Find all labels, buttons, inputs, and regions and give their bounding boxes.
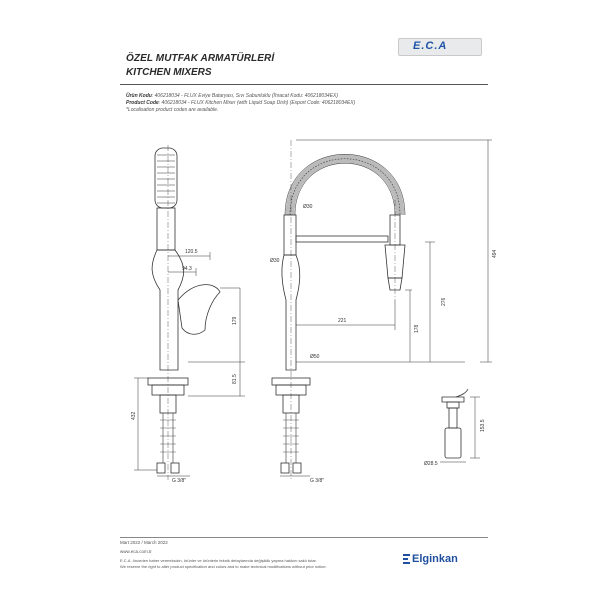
soap-dish-spout: [456, 389, 468, 397]
dim-line-276: [425, 242, 435, 362]
dim-label-432: 432: [131, 411, 137, 420]
front-view: [272, 140, 492, 480]
dim-label-276: 276: [441, 297, 447, 306]
urun-kodu-value: : 406218034 - FLUX Eviye Bataryası, Sıvı Sabunluklu (İhracat Kodu: 406218034EX): [151, 93, 339, 99]
footer-divider: [120, 537, 488, 538]
footer-url[interactable]: www.eca.com.tr: [120, 549, 152, 554]
soap-dish-shank: [449, 408, 457, 428]
dim-label-179: 179: [232, 316, 238, 325]
product-code-value: : 406218034 - FLUX Kitchen Mixer (with Liquid Soap Dish) (Export Code: 406218034EX): [158, 100, 356, 106]
dim-label-494: 494: [492, 249, 498, 258]
footer-note-tr: E.C.A. önceden haber vermeksizin, ürünler ve ürünlerin teknik detaylarında değişiklik yapma hakkını saklı tutar.: [120, 558, 317, 563]
urun-kodu-label: Ürün Kodu: [126, 93, 152, 99]
footer-note-en: We reserve the right to alter product specification and colors and to make technical modifications without prior notice.: [120, 564, 327, 569]
soap-dish-bottle: [445, 428, 461, 458]
dim-label-178: 178: [414, 324, 420, 333]
soap-dish-pump-head: [442, 397, 464, 402]
product-code-label: Product Code: [126, 100, 159, 106]
dim-line-178: [405, 290, 412, 362]
soap-dish-view: [440, 389, 480, 462]
side-spray-neck: [157, 208, 175, 250]
soap-dish-collar: [447, 402, 459, 408]
dim-label-120-5: 120.5: [185, 249, 198, 255]
dim-label-d30-body: Ø30: [270, 258, 280, 264]
side-coil-rings: [157, 155, 175, 203]
title-english: KITCHEN MIXERS: [126, 67, 212, 78]
dim-label-153-5: 153.5: [480, 419, 486, 432]
elginkan-logo-icon: [403, 554, 410, 564]
side-hose-end-2: [171, 463, 179, 473]
localisation-note: *Localisation product codes are available.: [126, 107, 219, 113]
side-view: [134, 145, 245, 480]
dim-label-g38-side: G 3/8": [172, 478, 187, 484]
dim-label-g38-front: G 3/8": [310, 478, 325, 484]
dim-line-494: [296, 140, 492, 362]
dim-label-221: 221: [338, 318, 347, 324]
title-turkish: ÖZEL MUTFAK ARMATÜRLERİ: [126, 53, 275, 64]
dim-line-432: [134, 378, 157, 470]
front-hose-end-2: [293, 463, 301, 473]
elginkan-brand: Elginkan: [412, 553, 458, 565]
front-spray-arm: [296, 236, 388, 242]
dim-line-153-5: [470, 397, 480, 458]
side-handle: [178, 285, 220, 335]
front-column-top: [284, 215, 296, 255]
dim-label-94-3: 94.3: [182, 266, 192, 272]
side-hose-end-1: [157, 463, 165, 473]
eca-logo-text: E.C.A: [413, 40, 448, 52]
dim-label-d50: Ø50: [310, 354, 320, 360]
dim-label-d30-top: Ø30: [303, 204, 313, 210]
footer-date: Mart 2022 / March 2022: [120, 540, 168, 545]
side-spray-coil: [155, 148, 177, 208]
front-hose-end-1: [281, 463, 289, 473]
dim-label-d28-5: Ø28.5: [424, 461, 438, 467]
dim-label-81-5: 81.5: [232, 374, 238, 384]
